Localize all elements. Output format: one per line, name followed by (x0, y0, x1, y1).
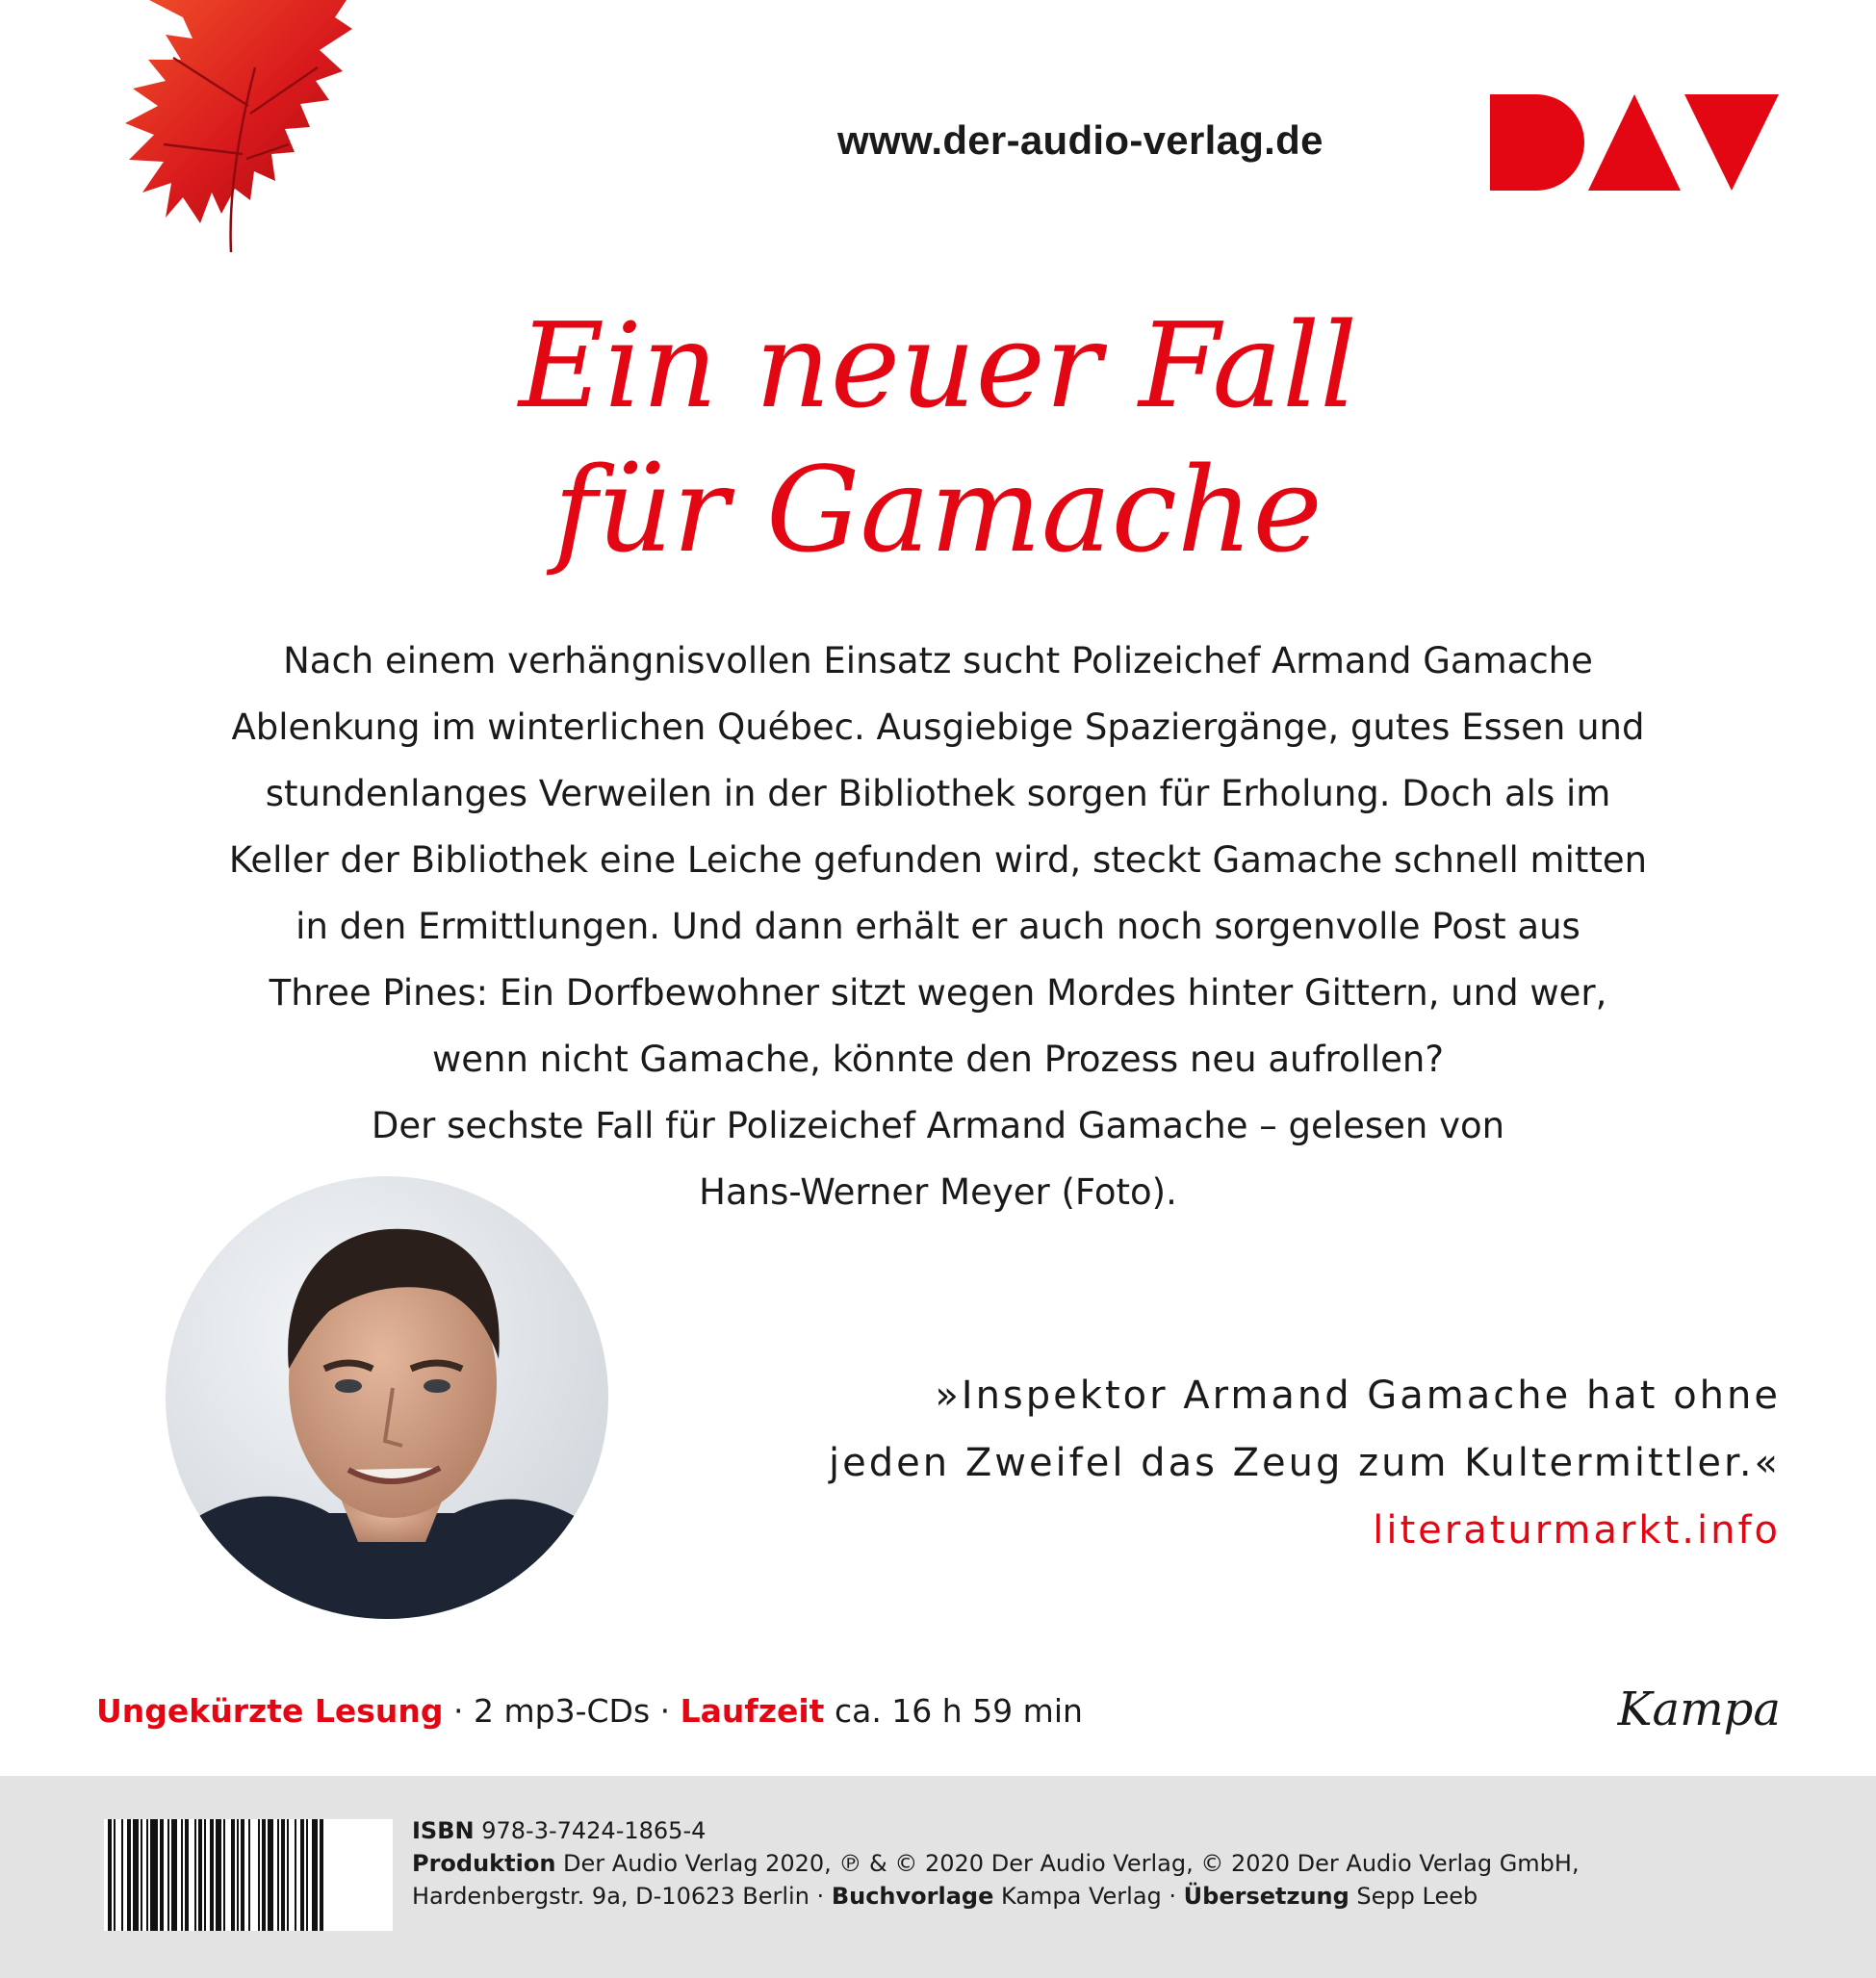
legal-info (412, 1814, 1779, 1913)
headline-line-2: für Gamache (553, 442, 1323, 578)
blurb-line: in den Ermittlungen. Und dann erhält er auch noch sorgenvolle Post aus (296, 906, 1580, 947)
format-label: 2 mp3-CDs (474, 1692, 651, 1730)
narrator-portrait (166, 1176, 608, 1619)
blurb-line: stundenlanges Verweilen in der Bibliothek sorgen für Erholung. Doch als im (265, 773, 1611, 814)
produktion-label: Produktion (412, 1850, 556, 1877)
barcode-bar (121, 1819, 123, 1931)
blurb-line: Ablenkung im winterlichen Québec. Ausgiebige Spaziergänge, gutes Essen und (231, 706, 1645, 748)
barcode-bar (277, 1819, 279, 1931)
separator: · (443, 1692, 475, 1730)
dav-logo (1490, 94, 1779, 191)
quote-line-2: jeden Zweifel das Zeug zum Kultermittler.« (829, 1441, 1781, 1485)
quote-line-1: »Inspektor Armand Gamache hat ohne (935, 1374, 1781, 1418)
barcode-bar (127, 1819, 131, 1931)
maple-leaf-icon (58, 0, 366, 255)
barcode-bar (167, 1819, 169, 1931)
barcode-bar (287, 1819, 289, 1931)
barcode-bar (181, 1819, 183, 1931)
runtime-value: ca. 16 h 59 min (824, 1692, 1083, 1730)
headline-line-1: Ein neuer Fall (518, 297, 1358, 434)
barcode-bar (241, 1819, 244, 1931)
barcode-bar (146, 1819, 148, 1931)
barcode-bar (312, 1819, 318, 1931)
address-text: Hardenbergstr. 9a, D-10623 Berlin · (412, 1883, 832, 1910)
barcode-bar (320, 1819, 323, 1931)
barcode-bar (295, 1819, 296, 1931)
barcode-bar (133, 1819, 139, 1931)
barcode-bar (210, 1819, 214, 1931)
barcode-bar (306, 1819, 308, 1931)
barcode-bar (108, 1819, 112, 1931)
blurb-line: wenn nicht Gamache, könnte den Prozess neu aufrollen? (432, 1039, 1444, 1080)
blurb-line: Der sechste Fall für Polizeichef Armand Gamache – gelesen von (371, 1105, 1505, 1146)
edition-label: Ungekürzte Lesung (96, 1692, 444, 1730)
barcode-bar (216, 1819, 221, 1931)
isbn-label: ISBN (412, 1817, 475, 1844)
blurb-line: Keller der Bibliothek eine Leiche gefunden wird, steckt Gamache schnell mitten (228, 839, 1648, 881)
separator: · (650, 1692, 681, 1730)
press-quote (674, 1362, 1781, 1564)
barcode-bar (268, 1819, 273, 1931)
isbn-value: 978-3-7424-1865-4 (474, 1817, 707, 1844)
quote-source[interactable]: literaturmarkt.info (1373, 1508, 1781, 1553)
barcode-bar (281, 1819, 285, 1931)
barcode-bar (194, 1819, 196, 1931)
kampa-imprint-logo: Kampa (1617, 1683, 1781, 1736)
buchvorlage-label: Buchvorlage (831, 1883, 994, 1910)
barcode-bar (185, 1819, 189, 1931)
blurb-text (106, 628, 1770, 1225)
uebersetzung-text: Sepp Leeb (1349, 1883, 1478, 1910)
headline (0, 294, 1876, 582)
buchvorlage-text: Kampa Verlag · (993, 1883, 1184, 1910)
blurb-line: Three Pines: Ein Dorfbewohner sitzt wegen Mordes hinter Gittern, und wer, (269, 972, 1607, 1014)
barcode-bar (300, 1819, 304, 1931)
barcode (104, 1819, 393, 1931)
product-info (96, 1692, 1348, 1730)
uebersetzung-label: Übersetzung (1183, 1883, 1349, 1910)
barcode-bar (114, 1819, 116, 1931)
blurb-line: Hans-Werner Meyer (Foto). (699, 1171, 1177, 1213)
barcode-bar (262, 1819, 266, 1931)
barcode-bar (141, 1819, 142, 1931)
runtime-label: Laufzeit (680, 1692, 825, 1730)
barcode-bar (204, 1819, 206, 1931)
barcode-bar (258, 1819, 260, 1931)
blurb-line: Nach einem verhängnisvollen Einsatz sucht Polizeichef Armand Gamache (283, 640, 1593, 681)
barcode-bar (248, 1819, 250, 1931)
barcode-bar (160, 1819, 164, 1931)
barcode-bar (237, 1819, 239, 1931)
barcode-bar (231, 1819, 235, 1931)
barcode-bar (198, 1819, 202, 1931)
publisher-url[interactable]: www.der-audio-verlag.de (837, 117, 1323, 163)
produktion-text: Der Audio Verlag 2020, ℗ & © 2020 Der Audio Verlag, © 2020 Der Audio Verlag GmbH, (555, 1850, 1580, 1877)
barcode-bar (223, 1819, 225, 1931)
barcode-bar (171, 1819, 177, 1931)
barcode-bar (150, 1819, 158, 1931)
